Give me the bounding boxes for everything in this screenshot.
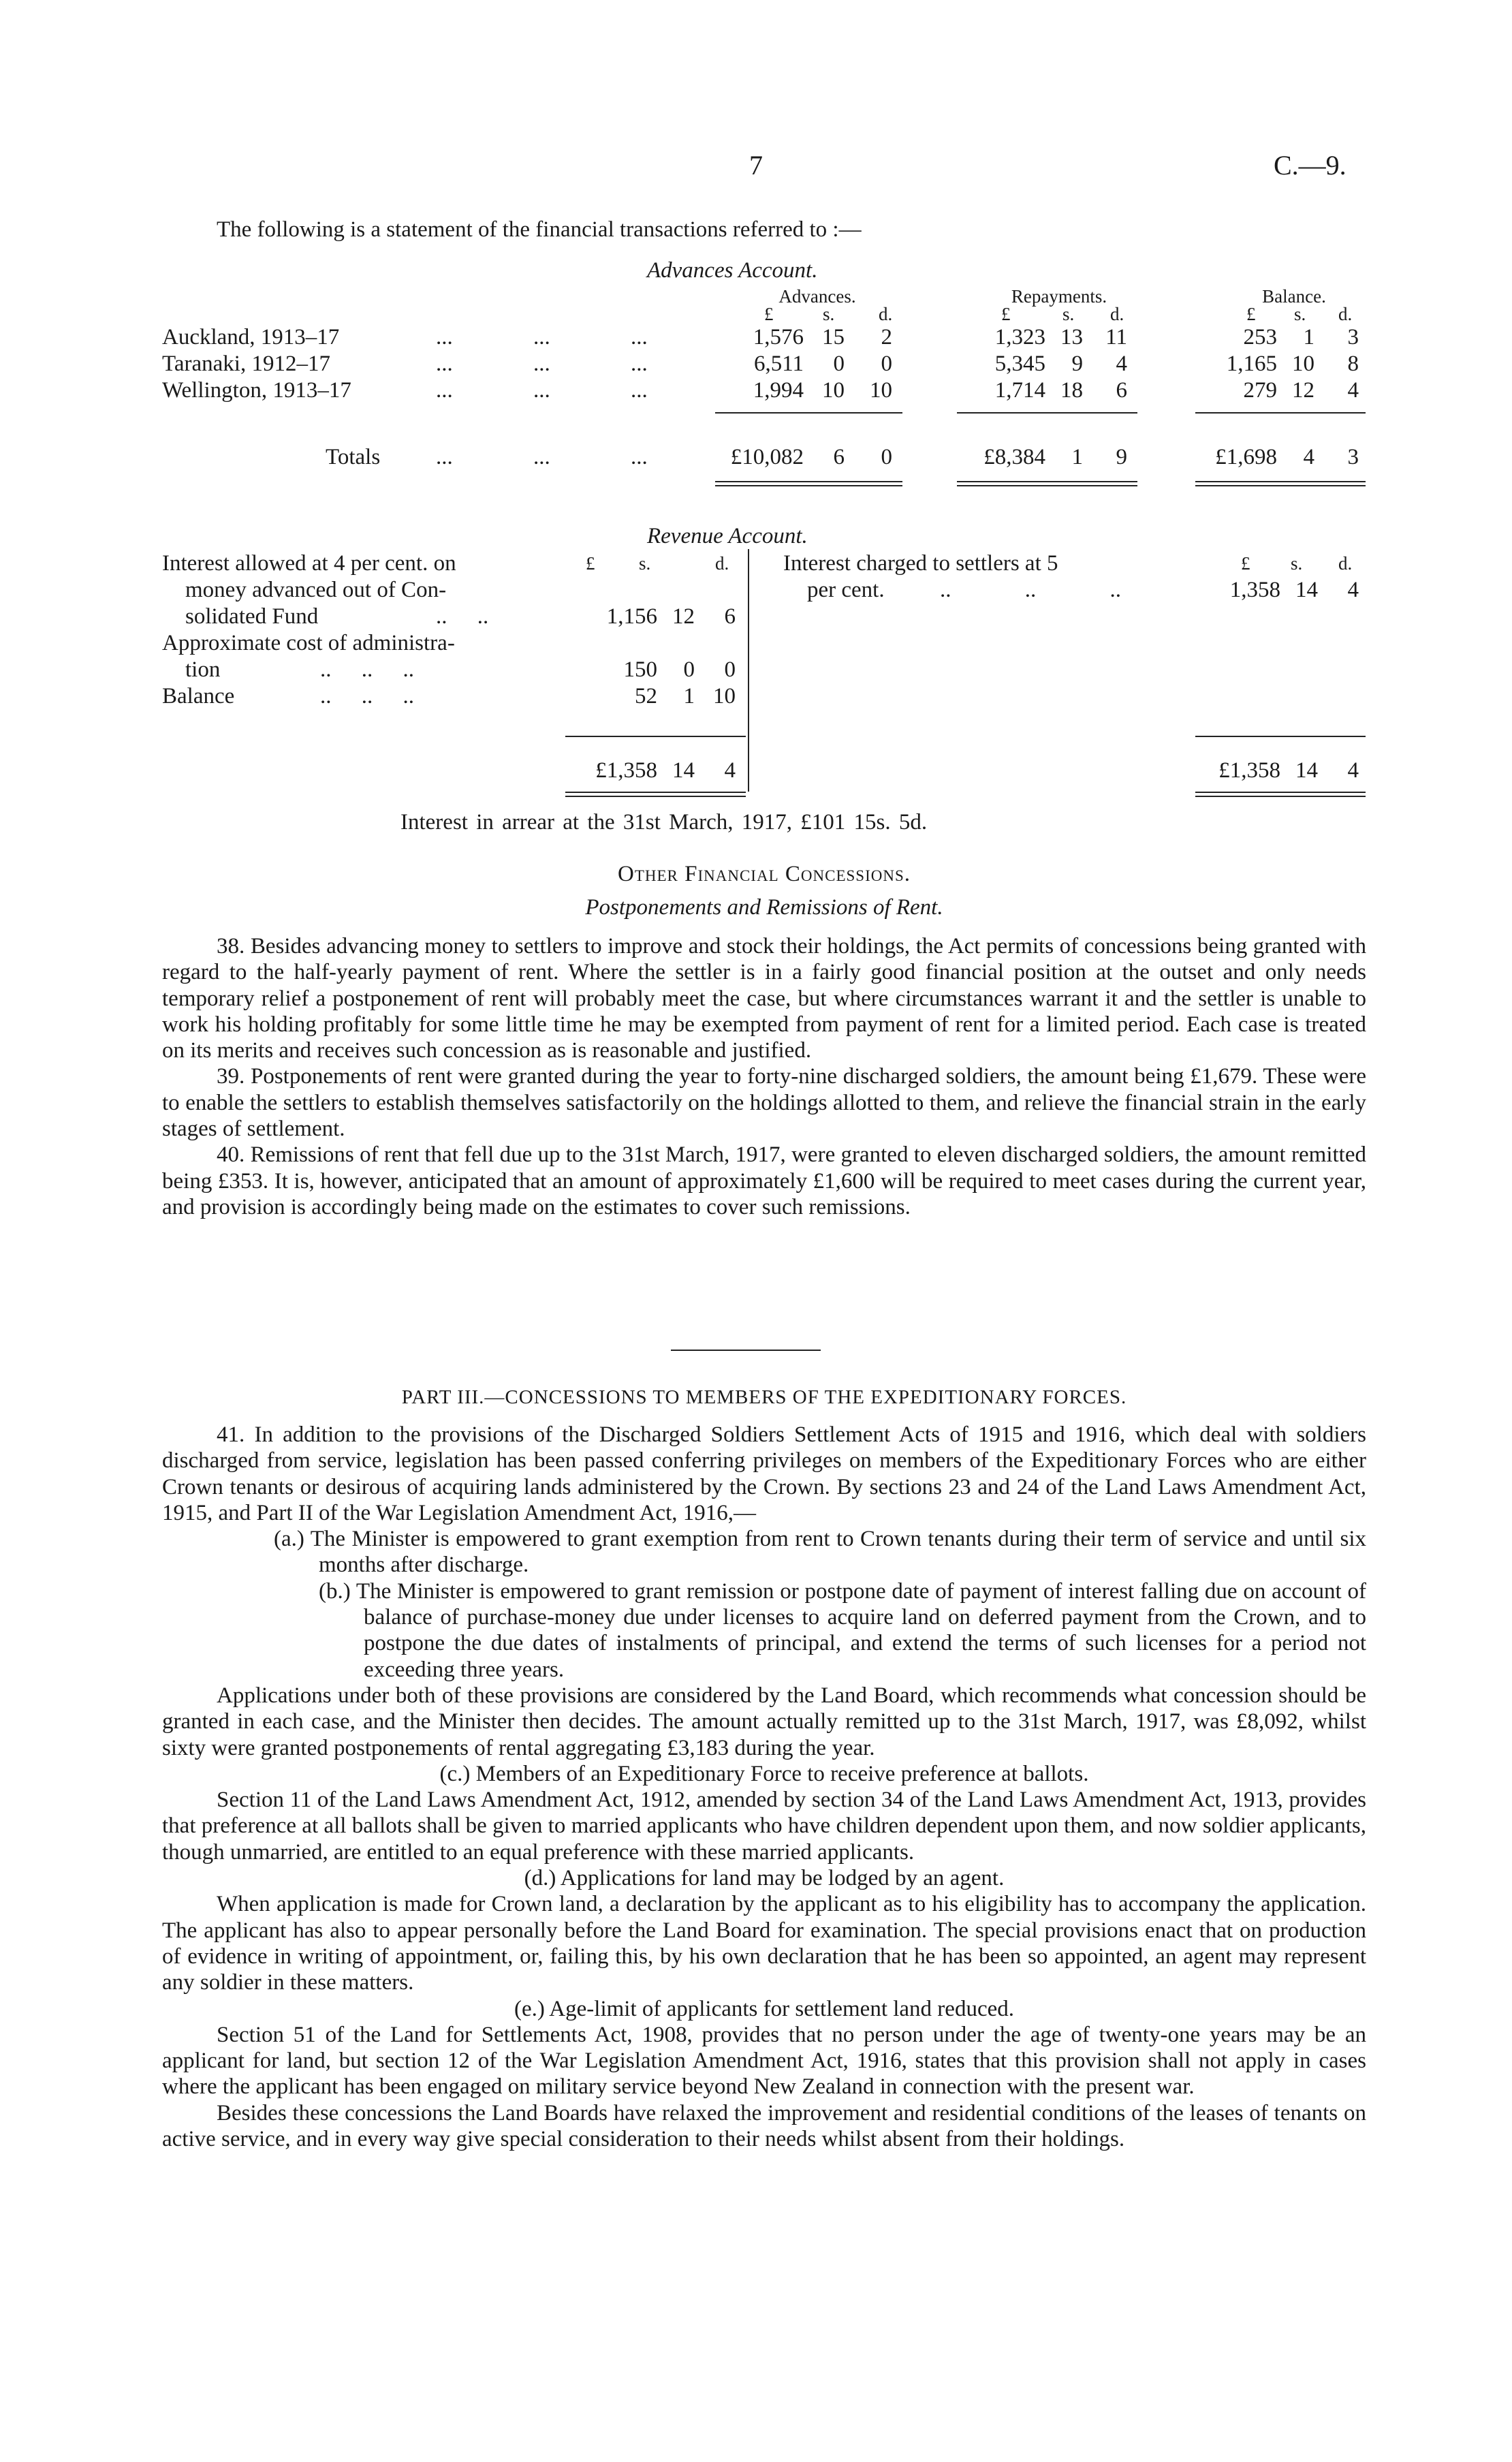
unit-pound: £	[764, 304, 774, 324]
item-d: (d.) Applications for land may be lodged by an agent.	[524, 1866, 1005, 1891]
unit-shilling: s.	[823, 304, 835, 324]
balance-pence: 8	[1347, 352, 1359, 376]
repayment-pence: 4	[1116, 352, 1127, 376]
advance-pounds: 1,576	[753, 325, 804, 349]
advances-title: Advances Account.	[647, 258, 818, 283]
unit-pence: d.	[879, 304, 893, 324]
total-balance-pounds: £1,698	[1215, 445, 1277, 469]
leader-dots: .. .. ..	[320, 684, 414, 708]
row-label: Auckland, 1913–17	[162, 325, 340, 349]
unit-pound: £	[1246, 304, 1256, 324]
total-advances-pence: 0	[881, 445, 892, 469]
revenue-left-line: Approximate cost of administra-	[162, 631, 455, 655]
amount-pounds: 150	[623, 657, 657, 682]
unit-shilling: s.	[1294, 304, 1306, 324]
amount-pence: 0	[724, 657, 736, 682]
unit-pence: d.	[715, 553, 729, 574]
unit-shilling: s.	[1062, 304, 1075, 324]
balance-shillings: 10	[1292, 352, 1314, 376]
repayment-shillings: 18	[1060, 378, 1083, 403]
balance-pence: 3	[1347, 325, 1359, 349]
amount-pounds: 1,156	[606, 604, 657, 629]
balance-pounds: 279	[1243, 378, 1277, 403]
col-header-advances: Advances.	[778, 286, 856, 307]
repayment-shillings: 13	[1060, 325, 1083, 349]
page-number: 7	[749, 150, 763, 181]
section-heading: Other Financial Concessions.	[617, 862, 911, 886]
column-rule	[715, 412, 902, 414]
amount-shillings: 12	[672, 604, 695, 629]
advance-pounds: 1,994	[753, 378, 804, 403]
row-label: Wellington, 1913–17	[162, 378, 351, 403]
leader-dots: .. .. ..	[320, 657, 414, 682]
amount-pence: 10	[713, 684, 736, 708]
paragraph-c: Section 11 of the Land Laws Amendment Act, 1912, amended by section 34 of the Land Laws Amendment Act, 1913, provides that preference at all ballots shall be given to married applicants who have children dependent upon them, and now soldier applicants, though unmarried, are entitled to an equal preference with these married applicants.	[162, 1788, 1366, 1865]
right-total-pounds: £1,358	[1218, 758, 1280, 783]
amount-shillings: 1	[683, 684, 695, 708]
repayment-shillings: 9	[1071, 352, 1083, 376]
item-c: (c.) Members of an Expeditionary Force to receive preference at ballots.	[439, 1761, 1089, 1786]
leader-dots: ... ... ...	[436, 352, 648, 376]
paragraph-38: 38. Besides advancing money to settlers to improve and stock their holdings, the Act permits of concessions being granted with regard to the half-yearly payment of rent. Where the settler is in a fairly good financial position at the outset and only needs temporary relief a postponement of rent will probably meet the case, but where circumstances warrant it and the settler is unable to work his holding profitably for some little time he may be exempted from payment of rent for a limited period. Each case is treated on its merits and receives such concession as is reasonable and justified.	[162, 934, 1366, 1063]
revenue-left-line: tion	[185, 657, 221, 682]
left-total-pence: 4	[724, 758, 736, 783]
balance-shillings: 12	[1292, 378, 1314, 403]
repayment-pounds: 1,714	[994, 378, 1045, 403]
body-text-lower	[162, 1422, 1366, 2152]
advance-shillings: 0	[833, 352, 845, 376]
paragraph-39: 39. Postponements of rent were granted during the year to forty-nine discharged soldiers, the amount being £1,679. These were to enable the settlers to establish themselves satisfactorily on the holdings allotted to them, and relieve the financial strain in the early stages of settlement.	[162, 1064, 1366, 1142]
unit-pence: d.	[1338, 304, 1353, 324]
total-repayments-pounds: £8,384	[983, 445, 1045, 469]
amount-shillings: 0	[683, 657, 695, 682]
row-label: Taranaki, 1912–17	[162, 352, 330, 376]
repayment-pounds: 5,345	[994, 352, 1045, 376]
unit-pence: d.	[1338, 553, 1353, 574]
balance-pence: 4	[1347, 378, 1359, 403]
advance-pence: 2	[881, 325, 892, 349]
double-rule	[565, 792, 746, 797]
arrear-note: Interest in arrear at the 31st March, 1917, £101 15s. 5d.	[400, 810, 928, 835]
paragraph-41: 41. In addition to the provisions of the Discharged Soldiers Settlement Acts of 1915 and 1916, which deal with soldiers discharged from service, legislation has been passed conferring privileges on members of the Expeditionary Forces who are either Crown tenants or desirous of acquiring lands administered by the Crown. By sections 23 and 24 of the Land Laws Amendment Act, 1915, and Part II of the War Legislation Amendment Act, 1916,—	[162, 1422, 1366, 1525]
total-advances-pounds: £10,082	[730, 445, 804, 469]
col-header-balance: Balance.	[1262, 286, 1326, 307]
part-heading: PART III.—CONCESSIONS TO MEMBERS OF THE EXPEDITIONARY FORCES.	[401, 1386, 1127, 1408]
paragraph-applications: Applications under both of these provisions are considered by the Land Board, which recommends what concession should be granted in each case, and the Minister then decides. The amount actually remitted up to the 31st March, 1917, was £8,092, whilst sixty were granted postponements of rental aggregating £3,183 during the year.	[162, 1683, 1366, 1760]
amount-pounds: 52	[635, 684, 657, 708]
double-rule	[715, 481, 902, 486]
totals-label: Totals	[326, 445, 381, 469]
unit-pound: £	[1241, 553, 1250, 574]
column-rule	[1195, 736, 1366, 737]
item-e: (e.) Age-limit of applicants for settlement land reduced.	[514, 1996, 1014, 2021]
balance-shillings: 1	[1303, 325, 1314, 349]
double-rule	[1195, 481, 1366, 486]
revenue-left-line: Balance	[162, 684, 235, 708]
intro-sentence: The following is a statement of the financial transactions referred to :—	[217, 217, 862, 242]
repayment-pence: 6	[1116, 378, 1127, 403]
leader-dots: ... ... ...	[436, 325, 648, 349]
unit-pence: d.	[1110, 304, 1124, 324]
total-balance-pence: 3	[1347, 445, 1359, 469]
column-rule	[1195, 412, 1366, 414]
double-rule	[957, 481, 1137, 486]
left-total-shillings: 14	[672, 758, 695, 783]
right-total-shillings: 14	[1295, 758, 1318, 783]
section-divider	[671, 1350, 821, 1351]
unit-pound: £	[586, 553, 595, 574]
left-total-pounds: £1,358	[595, 758, 657, 783]
amount-pence: 6	[724, 604, 736, 629]
column-rule	[565, 736, 746, 737]
unit-shilling: s.	[1291, 553, 1303, 574]
paragraph-e: Section 51 of the Land for Settlements Act, 1908, provides that no person under the age of twenty-one years may be an applicant for land, but section 12 of the War Legislation Amendment Act, 1916, states that this provision shall not apply in cases where the applicant has been engaged on military service beyond New Zealand in connection with the present war.	[162, 2022, 1366, 2100]
col-header-repayments: Repayments.	[1011, 286, 1107, 307]
item-b: (b.) The Minister is empowered to grant remission or postpone date of payment of interest falling due on account of balance of purchase-money due under licenses to acquire land on deferred payment from the Crown, and to postpone the due dates of instalments of principal, and extend the terms of such licenses for a period not exceeding three years.	[319, 1578, 1366, 1682]
advance-shillings: 15	[822, 325, 845, 349]
leader-dots: .. .. ..	[940, 578, 1121, 602]
advance-shillings: 10	[822, 378, 845, 403]
total-advances-shillings: 6	[833, 445, 845, 469]
column-rule	[957, 412, 1137, 414]
advance-pounds: 6,511	[753, 352, 804, 376]
repayment-pence: 11	[1105, 325, 1127, 349]
unit-pound: £	[1001, 304, 1011, 324]
leader-dots: ... ... ...	[436, 378, 648, 403]
section-subheading: Postponements and Remissions of Rent.	[585, 895, 943, 920]
body-text-upper	[162, 933, 1366, 1220]
amount-shillings: 14	[1295, 578, 1318, 602]
double-rule	[1195, 792, 1366, 797]
advance-pence: 0	[881, 352, 892, 376]
repayment-pounds: 1,323	[994, 325, 1045, 349]
balance-pounds: 253	[1243, 325, 1277, 349]
amount-pounds: 1,358	[1229, 578, 1280, 602]
total-repayments-pence: 9	[1116, 445, 1127, 469]
item-a: (a.) The Minister is empowered to grant exemption from rent to Crown tenants during their term of service and until six months after discharge.	[274, 1527, 1366, 1578]
leader-dots: ... ... ...	[436, 445, 648, 469]
revenue-right-line: Interest charged to settlers at 5	[783, 551, 1058, 576]
paragraph-last: Besides these concessions the Land Boards have relaxed the improvement and residential conditions of the leases of tenants on active service, and in every way give special consideration to their needs whilst absent from their holdings.	[162, 2100, 1366, 2152]
revenue-left-line: solidated Fund	[185, 604, 319, 629]
leader-dots: .. ..	[436, 604, 489, 629]
revenue-left-line: money advanced out of Con-	[185, 578, 447, 602]
paragraph-40: 40. Remissions of rent that fell due up to the 31st March, 1917, were granted to eleven discharged soldiers, the amount remitted being £353. It is, however, anticipated that an amount of approximately £1,600 will be required to meet cases during the current year, and provision is accordingly being made on the estimates to cover such remissions.	[162, 1142, 1366, 1219]
paragraph-d: When application is made for Crown land, a declaration by the applicant as to his eligibility has to accompany the application. The applicant has also to appear personally before the Land Board for examination. The special provisions enact that on production of evidence in writing of appointment, or, failing this, by his own declaration that he has been so appointed, an agent may represent any soldier in these matters.	[162, 1892, 1366, 1995]
revenue-left-line: Interest allowed at 4 per cent. on	[162, 551, 456, 576]
document-reference: C.—9.	[1274, 150, 1346, 181]
amount-pence: 4	[1347, 578, 1359, 602]
right-total-pence: 4	[1347, 758, 1359, 783]
balance-pounds: 1,165	[1226, 352, 1277, 376]
total-balance-shillings: 4	[1303, 445, 1314, 469]
revenue-divider	[748, 549, 749, 792]
unit-shilling: s.	[639, 553, 651, 574]
revenue-right-line: per cent.	[807, 578, 885, 602]
revenue-title: Revenue Account.	[647, 524, 808, 548]
total-repayments-shillings: 1	[1071, 445, 1083, 469]
advance-pence: 10	[870, 378, 892, 403]
